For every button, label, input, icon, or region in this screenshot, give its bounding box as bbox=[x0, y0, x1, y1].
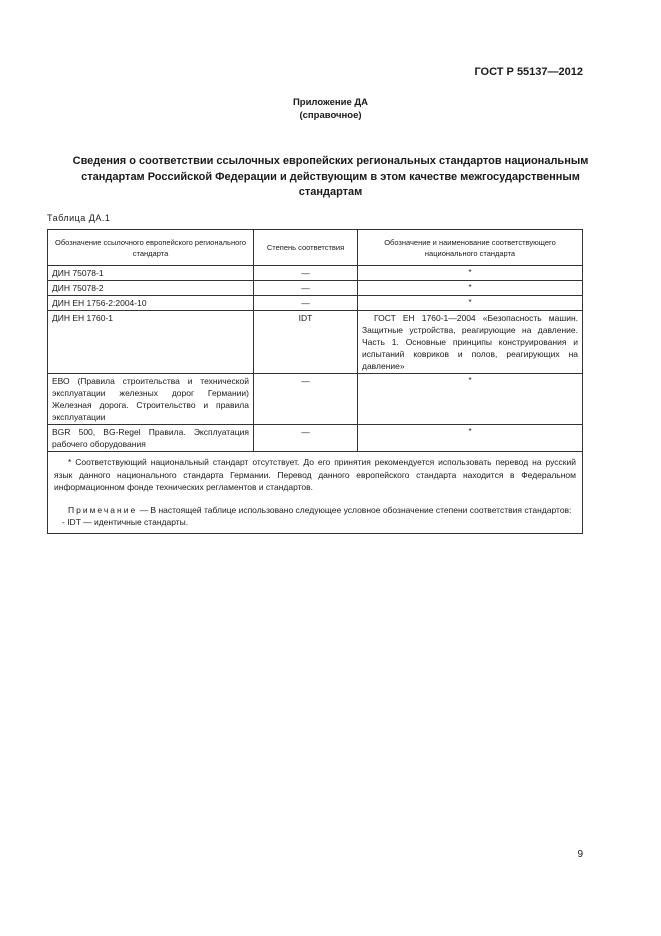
table-footnote-row bbox=[48, 452, 583, 534]
table-row bbox=[48, 311, 583, 374]
table-row bbox=[48, 374, 583, 425]
reference-cell: ЕВО (Правила строительства и технической эксплуатации железных дорог Германии) Железная дорога. Строительство и правила эксплуатации bbox=[48, 374, 254, 425]
table-header-row bbox=[48, 230, 583, 266]
national-cell: * bbox=[358, 296, 583, 311]
footnote-text: * Соответствующий национальный стандарт отсутствует. До его принятия рекомендуется использовать перевод на русский язык данного национального стандарта Германии. Перевод данного европейского стандарта находится в Федеральном информационном фонде технических регламентов и стандартов. bbox=[54, 457, 576, 492]
degree-cell: — bbox=[254, 296, 358, 311]
column-header-reference: Обозначение ссылочного европейского регионального стандарта bbox=[48, 230, 254, 266]
standard-number: ГОСТ Р 55137—2012 bbox=[474, 66, 583, 78]
table-row bbox=[48, 266, 583, 281]
national-cell: * bbox=[358, 374, 583, 425]
degree-cell: — bbox=[254, 425, 358, 452]
reference-cell: BGR 500, BG-Regel Правила. Эксплуатация рабочего оборудования bbox=[48, 425, 254, 452]
national-cell: ГОСТ ЕН 1760-1—2004 «Безопасность машин. Защитные устройства, реагирующие на давление. Часть 1. Основные принципы конструирования и испытаний ковриков и полов, реагирующих на давление» bbox=[358, 311, 583, 374]
appendix-subtitle: (справочное) bbox=[299, 110, 362, 121]
table-row bbox=[48, 296, 583, 311]
table-row bbox=[48, 281, 583, 296]
degree-cell: IDT bbox=[254, 311, 358, 374]
national-cell: * bbox=[358, 425, 583, 452]
note-label: Примечание bbox=[68, 504, 138, 515]
appendix-title: Приложение ДА bbox=[292, 97, 369, 108]
reference-cell: ДИН ЕН 1756-2:2004-10 bbox=[48, 296, 254, 311]
degree-cell: — bbox=[254, 266, 358, 281]
reference-cell: ДИН ЕН 1760-1 bbox=[48, 311, 254, 374]
note-paragraph bbox=[54, 504, 576, 517]
footnote-cell bbox=[48, 452, 583, 534]
reference-cell: ДИН 75078-2 bbox=[48, 281, 254, 296]
degree-cell: — bbox=[254, 281, 358, 296]
note-text: — В настоящей таблице использовано следующее условное обозначение степени соответствия стандартов: bbox=[137, 504, 572, 515]
note-item: - IDT — идентичные стандарты. bbox=[62, 517, 189, 527]
national-cell: * bbox=[358, 266, 583, 281]
correspondence-table bbox=[47, 229, 583, 534]
page-title: Сведения о соответствии ссылочных европейских региональных стандартов национальным стандартам Российской Федерации и действующим в этом качестве межгосударственным стандартам bbox=[72, 155, 589, 198]
reference-cell: ДИН 75078-1 bbox=[48, 266, 254, 281]
table-caption: Таблица ДА.1 bbox=[47, 213, 111, 223]
column-header-national: Обозначение и наименование соответствующего национального стандарта bbox=[358, 230, 583, 266]
column-header-degree: Степень соответствия bbox=[254, 230, 358, 266]
appendix-heading bbox=[0, 96, 661, 122]
table-row bbox=[48, 425, 583, 452]
national-cell: * bbox=[358, 281, 583, 296]
degree-cell: — bbox=[254, 374, 358, 425]
page-number: 9 bbox=[577, 849, 583, 860]
